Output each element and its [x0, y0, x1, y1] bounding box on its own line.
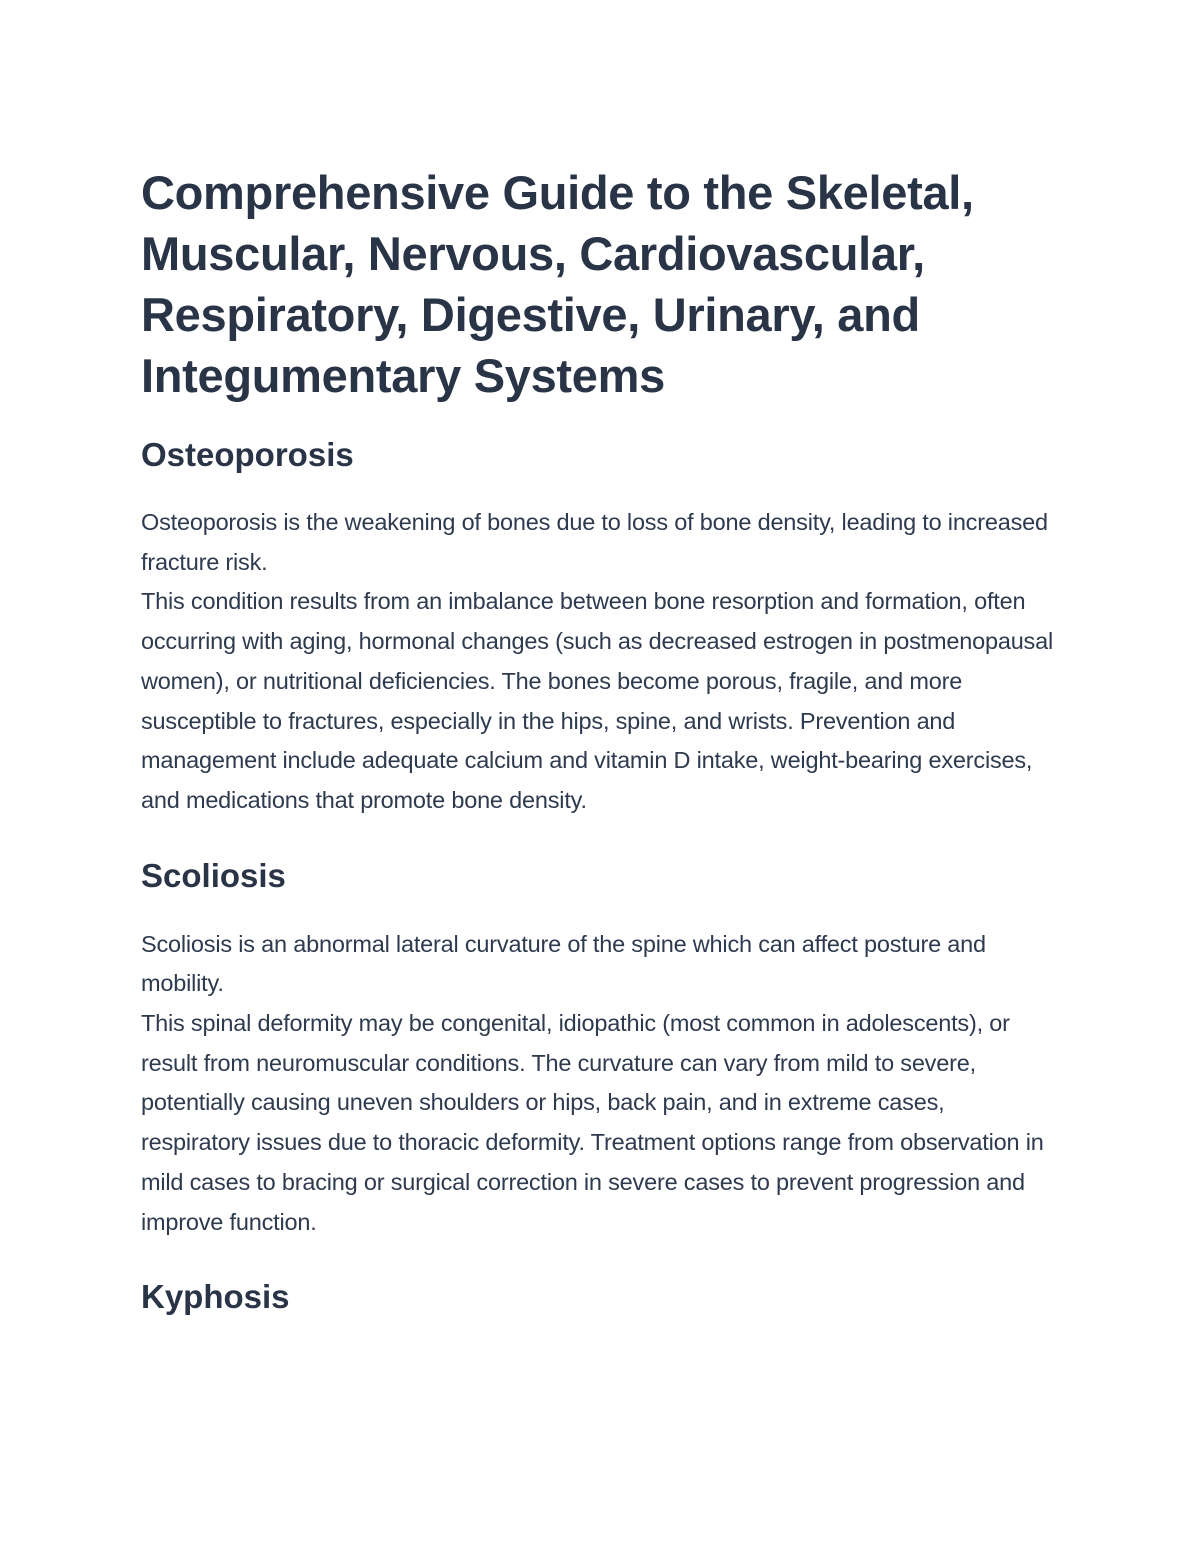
section-scoliosis — [141, 854, 1056, 1243]
section-kyphosis — [141, 1275, 1056, 1319]
section-heading: Kyphosis — [141, 1278, 290, 1316]
section-detail: This condition results from an imbalance between bone resorption and formation, often occurring with aging, hormonal changes (such as decreased estrogen in postmenopausal women), or nutritional deficiencies. The bones become porous, fragile, and more susceptible to fractures, especially in the hips, spine, and wrists. Prevention and management include adequate calcium and vitamin D intake, weight-bearing exercises, and medications that promote bone density. — [141, 588, 1054, 813]
document-title: Comprehensive Guide to the Skeletal, Muscular, Nervous, Cardiovascular, Respiratory, Digestive, Urinary, and Integumentary Systems — [141, 166, 974, 402]
section-heading: Scoliosis — [141, 856, 286, 894]
section-summary: Osteoporosis is the weakening of bones due to loss of bone density, leading to increased fracture risk. — [141, 509, 1048, 575]
section-osteoporosis — [141, 433, 1056, 821]
section-detail: This spinal deformity may be congenital, idiopathic (most common in adolescents), or result from neuromuscular conditions. The curvature can vary from mild to severe, potentially causing uneven shoulders or hips, back pain, and in extreme cases, respiratory issues due to thoracic deformity. Treatment options range from observation in mild cases to bracing or surgical correction in severe cases to prevent progression and improve function. — [141, 1010, 1044, 1235]
section-heading: Osteoporosis — [141, 436, 354, 473]
section-summary: Scoliosis is an abnormal lateral curvature of the spine which can affect posture and mobility. — [141, 930, 986, 997]
document-page — [141, 162, 1056, 1319]
